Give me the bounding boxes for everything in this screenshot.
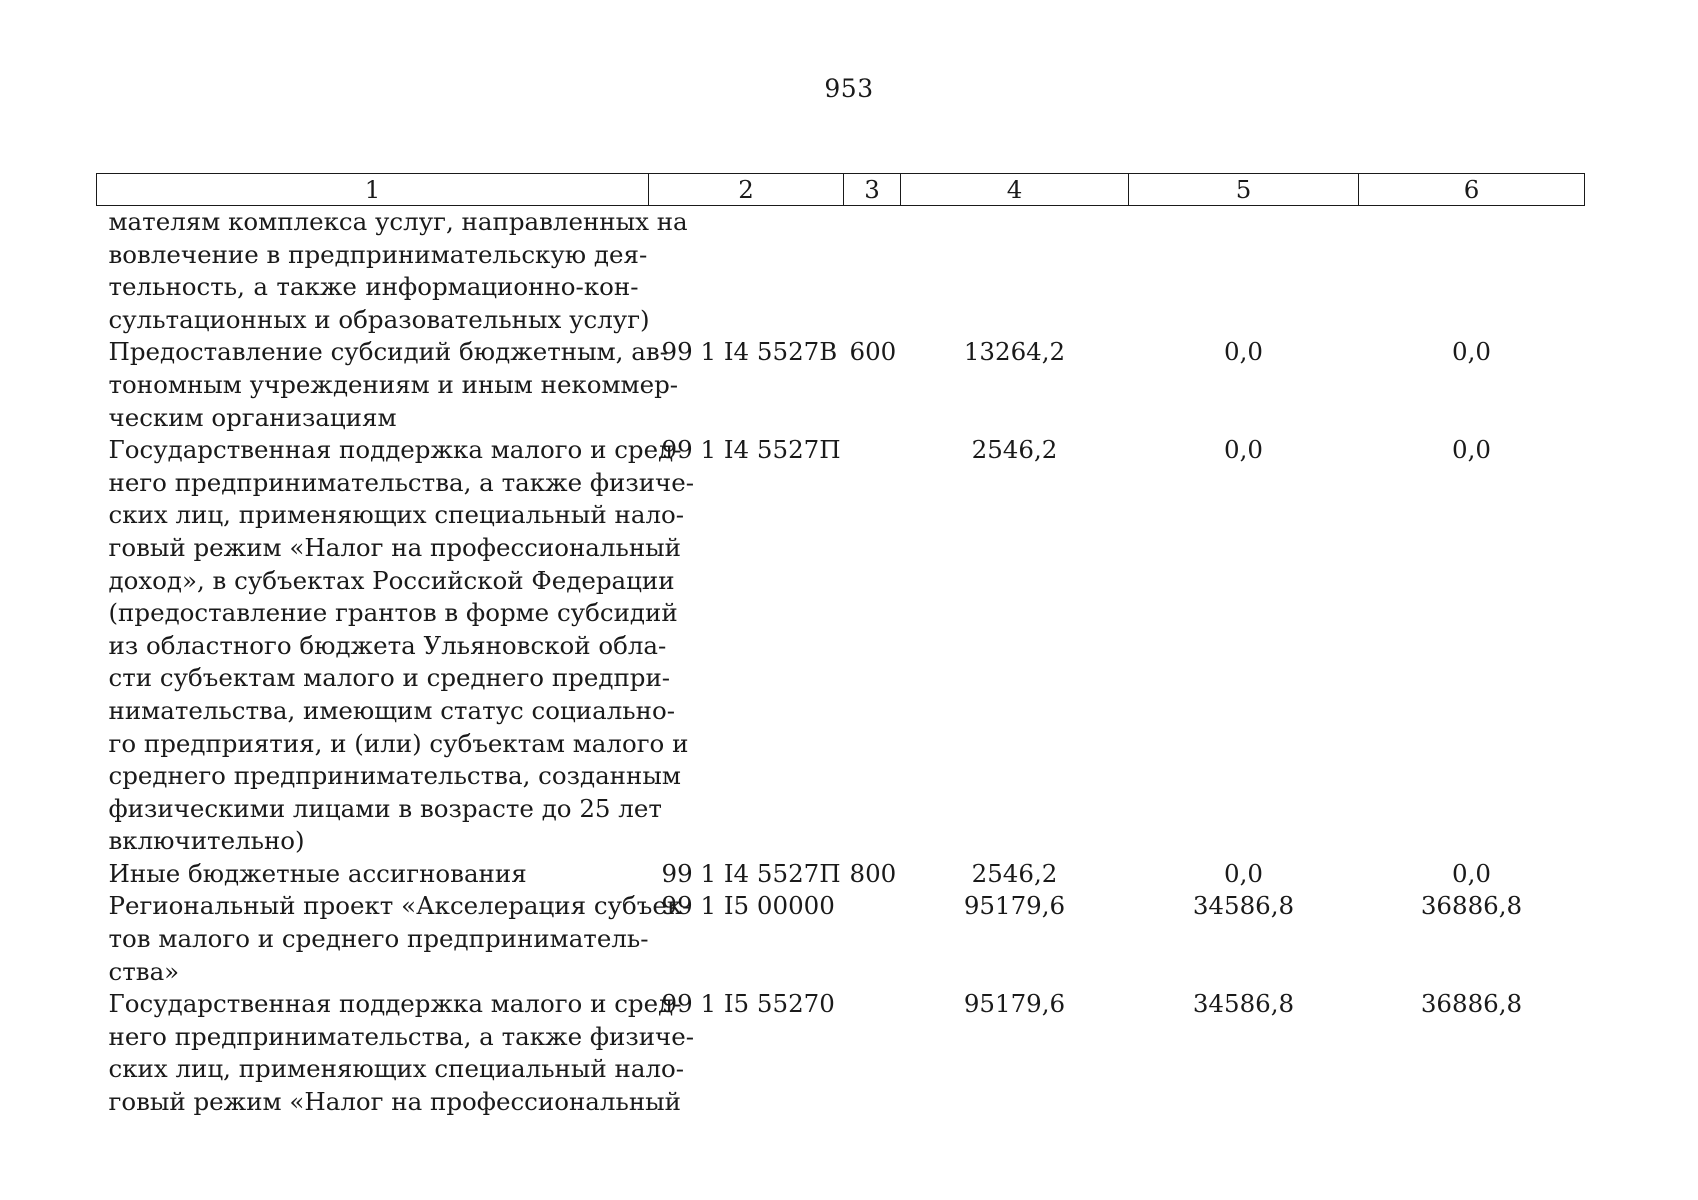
row-sum-year-2: 34586,8	[1192, 989, 1295, 1019]
row-expense-type: 600	[849, 337, 897, 367]
description-line: Региональный проект «Акселерация субъек-	[108, 891, 691, 921]
description-line: нимательства, имеющим статус социально-	[108, 695, 675, 725]
description-line: вовлечение в предпринимательскую дея-	[108, 239, 648, 269]
table-row	[97, 988, 1585, 1118]
row-sum-year-2: 0,0	[1224, 858, 1263, 888]
row-sum-year-3	[1359, 206, 1585, 337]
column-header-3: 3	[844, 174, 901, 206]
description-line: говый режим «Налог на профессиональный	[108, 1087, 681, 1117]
row-code: 99 1 I4 5527П	[661, 858, 841, 888]
table-body	[97, 206, 1585, 1119]
row-sum-year-2	[1129, 206, 1359, 337]
description-line: ских лиц, применяющих специальный нало-	[108, 500, 685, 530]
row-sum-year-3: 0,0	[1452, 858, 1491, 888]
description-line: физическими лицами в возрасте до 25 лет	[108, 793, 662, 823]
description-line: го предприятия, и (или) субъектам малого и	[108, 728, 689, 758]
row-sum-year-2: 34586,8	[1192, 891, 1295, 921]
description-line: сти субъектам малого и среднего предпри-	[108, 663, 671, 693]
description-line: него предпринимательства, а также физиче-	[108, 1021, 695, 1051]
row-sum-year-1	[901, 206, 1129, 337]
row-expense-type	[844, 988, 901, 1118]
description-line: доход», в субъектах Российской Федерации	[108, 565, 675, 595]
row-sum-year-1: 2546,2	[971, 858, 1058, 888]
row-sum-year-1: 2546,2	[971, 435, 1058, 465]
row-sum-year-2: 0,0	[1224, 337, 1263, 367]
description-line: ства»	[108, 956, 180, 986]
row-sum-year-1: 95179,6	[963, 891, 1066, 921]
description-line: говый режим «Налог на профессиональный	[108, 532, 681, 562]
description-line: мателям комплекса услуг, направленных на	[108, 207, 688, 236]
description-line: него предпринимательства, а также физиче-	[108, 467, 695, 497]
row-description	[97, 858, 649, 891]
row-sum-year-3: 36886,8	[1420, 891, 1523, 921]
row-sum-year-3: 36886,8	[1420, 989, 1523, 1019]
row-sum-year-3: 0,0	[1452, 337, 1491, 367]
column-header-4: 4	[901, 174, 1129, 206]
column-header-5: 5	[1129, 174, 1359, 206]
row-description	[97, 988, 695, 1118]
row-description	[97, 434, 695, 858]
row-expense-type	[844, 890, 901, 988]
row-code: 99 1 I5 55270	[661, 989, 835, 1019]
row-expense-type	[844, 206, 901, 337]
row-expense-type: 800	[849, 858, 897, 888]
column-header-6: 6	[1359, 174, 1585, 206]
row-description	[97, 336, 679, 434]
description-line: ских лиц, применяющих специальный нало-	[108, 1054, 685, 1084]
description-line: сультационных и образовательных услуг)	[108, 304, 650, 334]
description-line: ческим организациям	[108, 402, 397, 432]
description-line: среднего предпринимательства, созданным	[108, 761, 681, 791]
row-code: 99 1 I4 5527В	[661, 337, 838, 367]
description-line: Иные бюджетные ассигнования	[108, 858, 527, 888]
description-line: (предоставление грантов в форме субсидий	[108, 598, 678, 628]
table-row	[97, 858, 1585, 891]
description-line: Государственная поддержка малого и сред-	[108, 989, 682, 1019]
page-number: 953	[824, 74, 874, 103]
row-sum-year-1: 95179,6	[963, 989, 1066, 1019]
table-row	[97, 890, 1585, 988]
description-line: тельность, а также информационно-кон-	[108, 272, 639, 302]
row-expense-type	[844, 434, 901, 858]
row-sum-year-2: 0,0	[1224, 435, 1263, 465]
row-sum-year-1: 13264,2	[963, 337, 1066, 367]
budget-table	[96, 173, 1585, 1119]
table-row	[97, 336, 1585, 434]
description-line: из областного бюджета Ульяновской обла-	[108, 630, 667, 660]
row-code: 99 1 I4 5527П	[661, 435, 841, 465]
row-sum-year-3: 0,0	[1452, 435, 1491, 465]
description-line: Предоставление субсидий бюджетным, ав-	[108, 337, 668, 367]
table-row	[97, 206, 1585, 337]
row-description	[97, 890, 691, 988]
row-description	[97, 206, 688, 337]
row-code: 99 1 I5 00000	[661, 891, 835, 921]
description-line: включительно)	[108, 826, 305, 856]
description-line: Государственная поддержка малого и сред-	[108, 435, 682, 465]
table-row	[97, 434, 1585, 858]
column-header-1: 1	[97, 174, 649, 206]
description-line: тономным учреждениям и иным некоммер-	[108, 369, 679, 399]
column-header-2: 2	[649, 174, 844, 206]
table-header-row	[97, 174, 1585, 206]
description-line: тов малого и среднего предприниматель-	[108, 924, 649, 954]
